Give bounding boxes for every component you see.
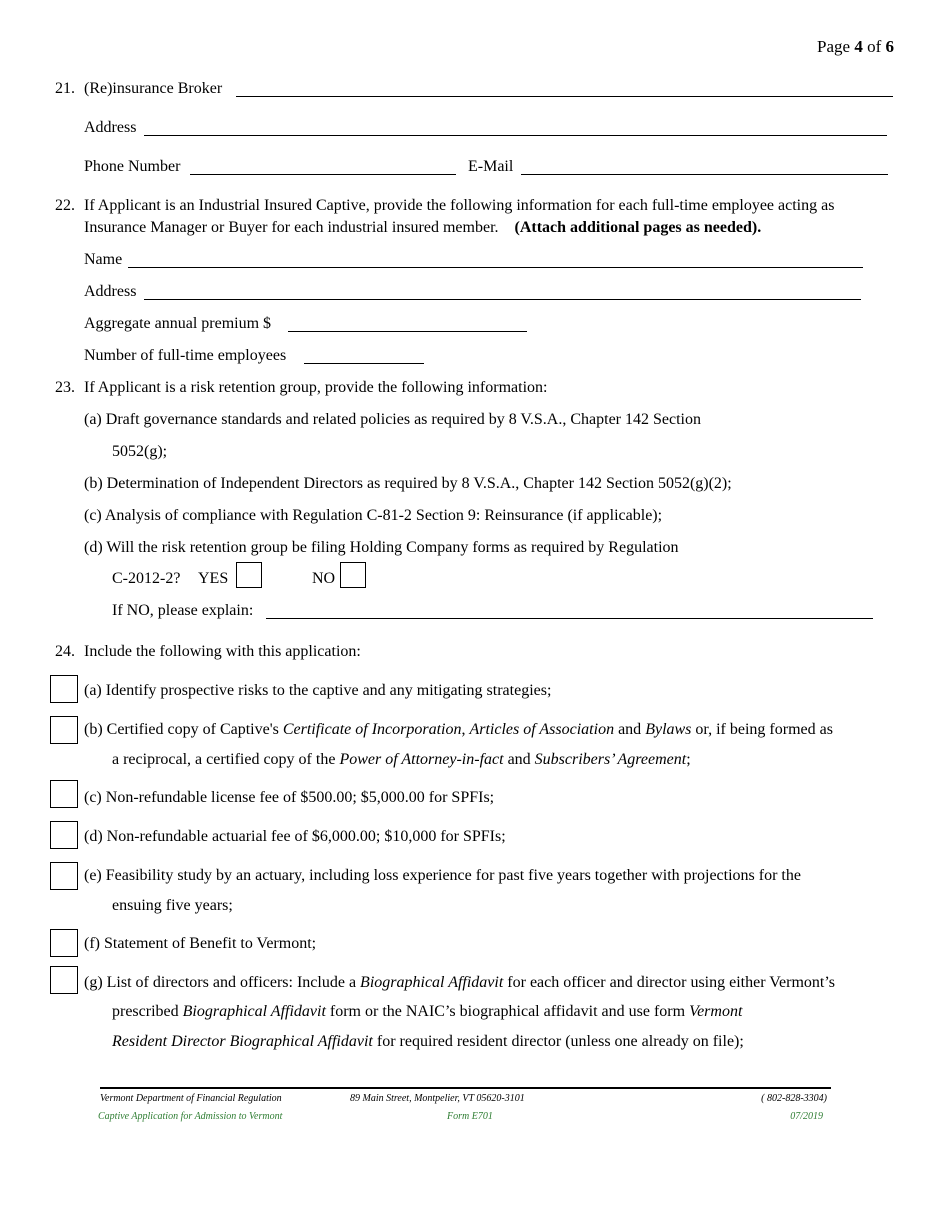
q22-address-field[interactable] (144, 299, 861, 300)
footer-rule (100, 1087, 831, 1089)
q23-c: (c) Analysis of compliance with Regulation C-81-2 Section 9: Reinsurance (if applicable); (84, 507, 663, 524)
q24-number: 24. (55, 643, 75, 660)
q23-no-checkbox[interactable] (340, 562, 366, 588)
q24-a: (a) Identify prospective risks to the captive and any mitigating strategies; (84, 682, 552, 699)
q22-attach-note: (Attach additional pages as needed). (514, 219, 762, 236)
q23-a-line2: 5052(g); (112, 443, 168, 460)
q21-email-label: E-Mail (468, 158, 514, 175)
q24-g-line2: prescribed Biographical Affidavit form or the NAIC’s biographical affidavit and use form Vermont (112, 1003, 743, 1020)
q23-d-reg: C-2012-2? (112, 570, 181, 587)
q24-g-line3: Resident Director Biographical Affidavit for required resident director (unless one already on file); (112, 1033, 744, 1050)
footer-app-name: Captive Application for Admission to Vermont (98, 1111, 283, 1122)
page-current: 4 (854, 37, 863, 56)
q23-intro: If Applicant is a risk retention group, provide the following information: (84, 379, 548, 396)
footer-date: 07/2019 (790, 1111, 823, 1122)
q23-explain-field[interactable] (266, 618, 873, 619)
q22-address-label: Address (84, 283, 137, 300)
q22-premium-field[interactable] (288, 331, 527, 332)
q22-text-line2 (84, 220, 761, 236)
q24-g-checkbox[interactable] (50, 966, 78, 994)
q22-employees-field[interactable] (304, 363, 424, 364)
q23-a-line1: (a) Draft governance standards and related policies as required by 8 V.S.A., Chapter 142 Section (84, 411, 701, 428)
q21-broker-label: (Re)insurance Broker (84, 80, 223, 97)
q23-b: (b) Determination of Independent Directors as required by 8 V.S.A., Chapter 142 Section 5052(g)(2); (84, 475, 732, 492)
q23-explain-label: If NO, please explain: (112, 602, 254, 619)
q21-email-field[interactable] (521, 174, 888, 175)
q23-yes-label: YES (198, 570, 229, 587)
q22-text-line2-body: Insurance Manager or Buyer for each industrial insured member. (84, 219, 499, 236)
q23-no-label: NO (312, 570, 336, 587)
q24-d: (d) Non-refundable actuarial fee of $6,000.00; $10,000 for SPFIs; (84, 828, 506, 845)
q24-b-checkbox[interactable] (50, 716, 78, 744)
page-word: Page (817, 37, 851, 56)
page-number (817, 38, 894, 55)
page-total: 6 (885, 37, 894, 56)
q21-address-field[interactable] (144, 135, 887, 136)
q22-employees-label: Number of full-time employees (84, 347, 287, 364)
footer-address: 89 Main Street, Montpelier, VT 05620-3101 (350, 1093, 525, 1104)
footer-phone: ( 802-828-3304) (761, 1093, 827, 1104)
q24-e-checkbox[interactable] (50, 862, 78, 890)
q21-address-label: Address (84, 119, 137, 136)
q22-name-label: Name (84, 251, 123, 268)
q22-name-field[interactable] (128, 267, 863, 268)
q23-number: 23. (55, 379, 75, 396)
q24-e-line2: ensuing five years; (112, 897, 233, 914)
q24-b-line1: (b) Certified copy of Captive's Certificate of Incorporation, Articles of Association and Bylaws or, if being formed as (84, 721, 833, 738)
q24-f-checkbox[interactable] (50, 929, 78, 957)
q24-b-line2: a reciprocal, a certified copy of the Power of Attorney-in-fact and Subscribers’ Agreement; (112, 751, 691, 768)
q24-c: (c) Non-refundable license fee of $500.00; $5,000.00 for SPFIs; (84, 789, 495, 806)
q23-yes-checkbox[interactable] (236, 562, 262, 588)
q21-phone-label: Phone Number (84, 158, 181, 175)
footer-form: Form E701 (447, 1111, 493, 1122)
q24-a-checkbox[interactable] (50, 675, 78, 703)
footer-dept: Vermont Department of Financial Regulation (100, 1093, 282, 1104)
q24-intro: Include the following with this application: (84, 643, 361, 660)
q24-g-line1: (g) List of directors and officers: Include a Biographical Affidavit for each officer and director using either Vermont’s (84, 974, 836, 991)
q21-phone-field[interactable] (190, 174, 456, 175)
q22-text-line1: If Applicant is an Industrial Insured Captive, provide the following information for each full-time employee acting as (84, 197, 835, 214)
q24-c-checkbox[interactable] (50, 780, 78, 808)
q21-broker-field[interactable] (236, 96, 893, 97)
q22-premium-label: Aggregate annual premium $ (84, 315, 272, 332)
q24-d-checkbox[interactable] (50, 821, 78, 849)
q24-f: (f) Statement of Benefit to Vermont; (84, 935, 317, 952)
q24-e-line1: (e) Feasibility study by an actuary, including loss experience for past five years together with projections for the (84, 867, 801, 884)
page-of: of (867, 37, 882, 56)
q22-number: 22. (55, 197, 75, 214)
q21-number: 21. (55, 80, 75, 97)
q23-d-line1: (d) Will the risk retention group be filing Holding Company forms as required by Regulation (84, 539, 679, 556)
